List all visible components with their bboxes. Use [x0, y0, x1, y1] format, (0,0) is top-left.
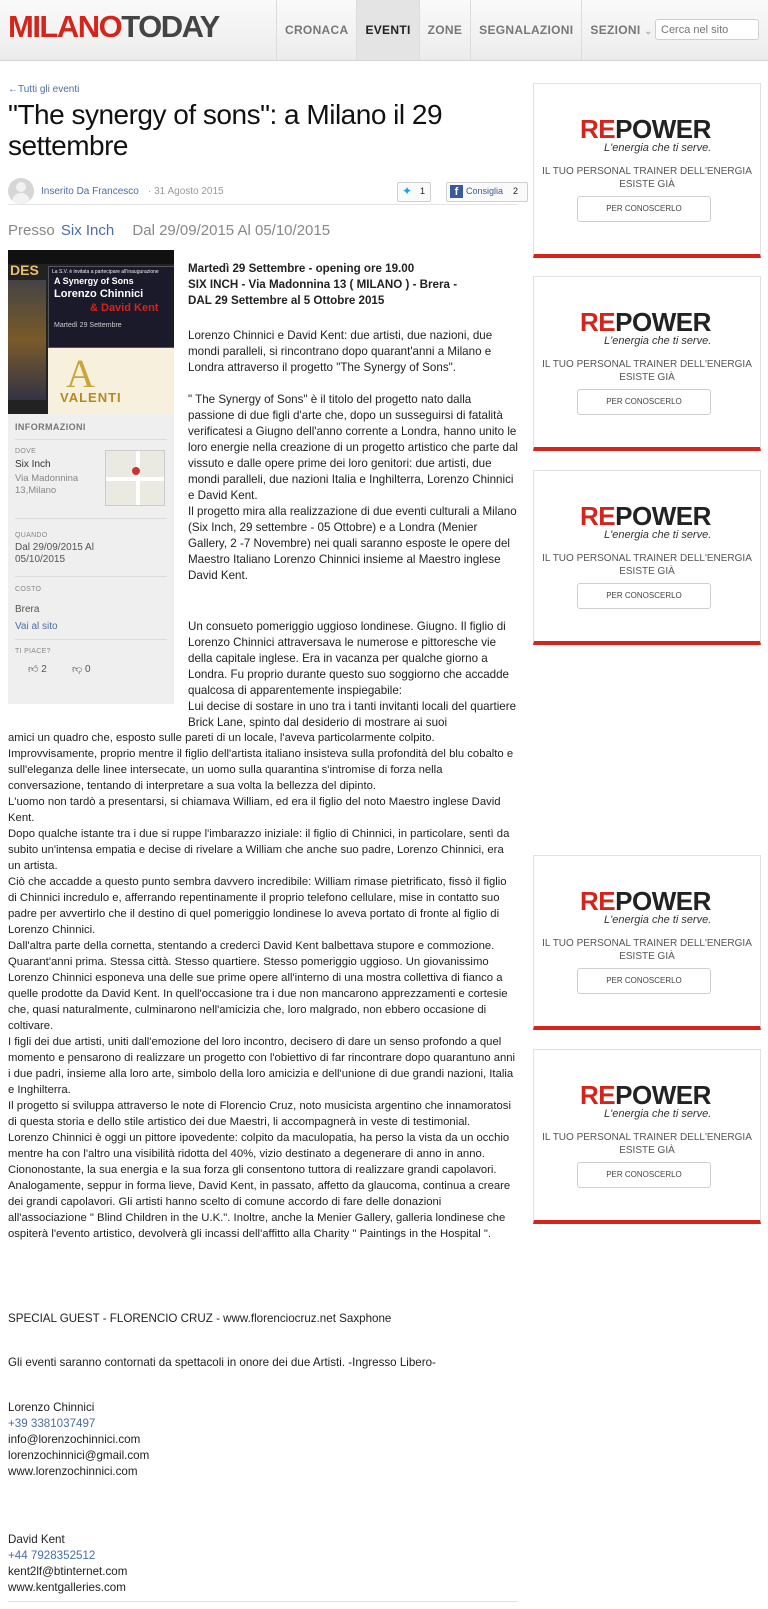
ad-cta-button[interactable]: PER CONOSCERLO: [577, 968, 711, 994]
event-dates: Dal 29/09/2015 Al 05/10/2015: [15, 542, 94, 565]
article-paragraph: amici un quadro che, esposto sulle pareti di un locale, l'aveva particolarmente colpito. Improvvisamente, proprio mentre il figlio dell'artista italiano insisteva sulla profondità del blu cobalto e sull'eleganza delle linee intersecate, un uomo sulla quarantina s'intromise di forza nella conversazione, tentando di interpretare a sua volta la bellezza del dipinto. L'uomo non tardò a presentarsi, si chiamava William, ed era il figlio del noto Maestro inglese David Kent. Dopo qualche istante tra i due si ruppe l'imbarazzo iniziale: il figlio di Chinnici, in particolare, sentì da subito un'intensa empatia e decise di rivelare a William che anche suo padre, Lorenzo Chinnici, era un artista. Ciò che accadde a questo punto sembra davvero incredibile: William rimase pietrificato, fissò il figlio di Chinnici incredulo e, afferrando repentinamente il proprio telefono cellulare, mise in contatto suo padre per avvertirlo che il destino di quel pomeriggio londinese lo aveva portato di fronte al figlio di Lorenzo Chinnici. Dall'altra parte della cornetta, stentando a crederci David Kent balbettava stupore e commozione. Quarant'anni prima. Stessa città. Stesso quartiere. Stesso pomeriggio uggioso. Un giovanissimo Lorenzo Chinnici esponeva una delle sue prime opere all'interno di una mostra collettiva di fianco a quelle prodotte da David Kent. In quell'occasione tra i due non mancarono apprezzamenti e cortesie che, quasi naturalmente, culminarono nell'amicizia che, loro malgrado, non ebbero occasione di coltivare. I figli dei due artisti, uniti dall'emozione del loro incontro, decisero di dare un senso profondo a quel momento e pensarono di realizzare un progetto con l'obiettivo di far rincontrare dopo quarantuno anni i due padri, insieme alla loro arte, simbolo della loro amicizia e dell'unione di due grandi nazioni, Italia e Inghilterra. Il progetto si sviluppa attraverso le note di Florencio Cruz, noto musicista argentino che innamoratosi di questa storia e dello stile artistico dei due Maestri, li accompagnerà in veste di testimonial. Lorenzo Chinnici è oggi un pittore ipovedente: colpito da maculopatia, ha perso la vista da un occhio mentre ha con l'altro una visibilità ridotta del 40%, vizio destinato a degenerare di anno in anno. Ciononostante, la sua energia e la sua forza gli consentono tuttora di realizzare grandi capolavori. Analogamente, seppur in forma lieve, David Kent, in passato, affetto da glaucoma, continua a creare dei grandi capolavori. Gli artisti hanno scelto di comune accordo di fare delle donazioni all'associazione " Blind Children in the U.K.". Inoltre, anche la Menier Gallery, galleria londinese che ospiterà l'evento artistico, devolverà gli incassi dell'affitto alla Charity " Paintings in the Hospital ".: [8, 732, 516, 1240]
ad-tagline: L'energia che ti serve.: [604, 914, 712, 926]
ad-cta-button[interactable]: PER CONOSCERLO: [577, 389, 711, 415]
poster-invite-text: La S.V. è invitata a partecipare all'inaugurazione: [52, 269, 159, 275]
ad-brand-re: RE: [580, 501, 616, 531]
nav-item-eventi[interactable]: EVENTI: [356, 0, 418, 60]
ad-cta-button[interactable]: PER CONOSCERLO: [577, 1162, 711, 1188]
ad-brand-re: RE: [580, 114, 616, 144]
author-link[interactable]: Inserito Da Francesco: [41, 186, 139, 197]
nav-item-sezioni[interactable]: [581, 0, 660, 60]
ad-brand-re: RE: [580, 1080, 616, 1110]
ad-tagline: L'energia che ti serve.: [604, 335, 712, 347]
chevron-down-icon: ⌄: [644, 26, 653, 36]
search-input[interactable]: [655, 19, 759, 40]
map-thumbnail[interactable]: [105, 450, 165, 506]
article-paragraph: " The Synergy of Sons" è il titolo del progetto nato dalla passione di due figli d'arte che, dopo un susseguirsi di fatalità verificatesi a Giugno dell'anno corrente a Londra, hanno unito le loro energie nella creazione di un progetto artistico che parte dal vissuto e dalle opere prime dei loro genitori: due artisti, due mondi paralleli, due nazioni Italia e Inghilterra, Lorenzo Chinnici e David Kent. Il progetto mira alla realizzazione di due eventi culturali a Milano (Six Inch, 29 settembre - 05 Ottobre) e a Londra (Menier Gallery, 2 -7 Novembre) nei quali saranno esposte le opere del Maestro Italiano Lorenzo Chinnici insieme al Maestro inglese David Kent.: [188, 393, 518, 582]
map-pin-icon: [132, 467, 140, 475]
event-venue-line: [8, 222, 330, 239]
poster-date-text: Martedì 29 Settembre: [54, 322, 122, 329]
info-divider: [15, 576, 167, 577]
event-summary: Martedì 29 Settembre - opening ore 19.00 SIX INCH - Via Madonnina 13 ( MILANO ) - Brera - DAL 29 Settembre al 5 Ottobre 2015: [188, 262, 458, 307]
ad-brand-logo: [580, 886, 711, 917]
ad-banner[interactable]: [533, 855, 761, 1030]
poster-kent-text: & David Kent: [90, 302, 159, 314]
poster-a-logo: A: [66, 351, 95, 396]
ad-tagline: L'energia che ti serve.: [604, 529, 712, 541]
facebook-recommend-button[interactable]: [446, 182, 528, 202]
contact-website: www.kentgalleries.com: [8, 1581, 126, 1594]
ad-tagline: L'energia che ti serve.: [604, 1108, 712, 1120]
info-divider: [15, 518, 167, 519]
contact-email: info@lorenzochinnici.com: [8, 1433, 141, 1446]
like-button[interactable]: [28, 664, 47, 676]
ad-brand-power: POWER: [615, 501, 711, 531]
ad-headline: ESISTE GIÀ: [619, 1145, 675, 1156]
ad-cta-button[interactable]: PER CONOSCERLO: [577, 196, 711, 222]
venue-name: Six Inch: [15, 459, 51, 470]
poster-synergy-text: A Synergy of Sons: [54, 276, 134, 286]
ad-banner[interactable]: [533, 470, 761, 645]
website-link[interactable]: Vai al sito: [15, 621, 58, 632]
avatar: [8, 178, 34, 204]
venue-address: Via Madonnina 13,Milano: [15, 473, 79, 496]
closing-line: Gli eventi saranno contornati da spettacoli in onore dei due Artisti. -Ingresso Libero-: [8, 1356, 436, 1369]
ad-headline: ESISTE GIÀ: [619, 179, 675, 190]
nav-item-segnalazioni[interactable]: SEGNALAZIONI: [470, 0, 581, 60]
ti-piace-label: TI PIACE?: [15, 648, 51, 655]
contact-name: Lorenzo Chinnici: [8, 1401, 95, 1414]
dislike-button[interactable]: [72, 664, 91, 676]
ad-headline: IL TUO PERSONAL TRAINER DELL'ENERGIA: [542, 1132, 752, 1143]
contact-phone-link[interactable]: +44 7928352512: [8, 1549, 96, 1562]
ad-brand-power: POWER: [615, 307, 711, 337]
nav-item-sezioni-label: SEZIONI: [590, 23, 641, 37]
costo-label: COSTO: [15, 586, 42, 593]
ad-brand-power: POWER: [615, 886, 711, 916]
ad-brand-logo: [580, 1080, 711, 1111]
nav-item-cronaca[interactable]: CRONACA: [276, 0, 356, 60]
ad-brand-logo: [580, 307, 711, 338]
costo-value: Brera: [15, 604, 40, 615]
info-box: [8, 414, 174, 704]
ad-headline: ESISTE GIÀ: [619, 951, 675, 962]
map-road: [106, 477, 164, 481]
contact-email: kent2lf@btinternet.com: [8, 1565, 128, 1578]
ad-brand-power: POWER: [615, 114, 711, 144]
ad-headline: ESISTE GIÀ: [619, 372, 675, 383]
info-divider: [15, 639, 167, 640]
ad-banner[interactable]: [533, 1049, 761, 1224]
dislike-count: 0: [84, 664, 91, 675]
site-header: [0, 0, 768, 61]
like-count: 2: [41, 664, 47, 675]
logo-part-milano: MILANO: [8, 9, 122, 44]
avatar-head: [16, 182, 26, 192]
avatar-torso: [12, 193, 30, 204]
thumbs-up-icon: 👍︎: [28, 664, 39, 675]
quando-label: QUANDO: [15, 532, 48, 539]
ad-banner[interactable]: [533, 83, 761, 258]
ad-banner[interactable]: [533, 276, 761, 451]
contact-name: David Kent: [8, 1533, 65, 1546]
ad-headline: IL TUO PERSONAL TRAINER DELL'ENERGIA: [542, 938, 752, 949]
presso-prefix: Presso: [8, 222, 55, 239]
ad-cta-button[interactable]: PER CONOSCERLO: [577, 583, 711, 609]
ad-brand-re: RE: [580, 886, 616, 916]
poster-chinnici-text: Lorenzo Chinnici: [54, 288, 144, 300]
ad-brand-logo: [580, 501, 711, 532]
event-date-range: Dal 29/09/2015 Al 05/10/2015: [132, 222, 331, 239]
footer-divider: [8, 1601, 518, 1602]
event-poster-image[interactable]: [8, 250, 174, 414]
special-guest-line: SPECIAL GUEST - FLORENCIO CRUZ - www.florenciocruz.net Saxphone: [8, 1312, 392, 1325]
ad-brand-power: POWER: [615, 1080, 711, 1110]
ad-headline: ESISTE GIÀ: [619, 566, 675, 577]
article-paragraph: Un consueto pomeriggio uggioso londinese. Giugno. Il figlio di Lorenzo Chinnici attraversava le numerose e pittoresche vie della capitale inglese. Era in vacanza per qualche giorno a Londra. Fu proprio durante questo suo soggiorno che accadde qualcosa di apparentemente inspiegabile: Lui decise di sostare in uno tra i tanti invitanti locali del quartiere Brick Lane, spinto dal desiderio di mostrare ai suoi: [188, 620, 517, 729]
poster-left-strip: [8, 280, 46, 400]
nav-item-zone[interactable]: ZONE: [419, 0, 471, 60]
contact-phone-link[interactable]: +39 3381037497: [8, 1417, 96, 1430]
facebook-recommend-label: Consiglia: [466, 186, 504, 196]
logo-part-today: TODAY: [121, 9, 219, 44]
venue-link[interactable]: Six Inch: [60, 222, 115, 239]
site-logo[interactable]: [8, 10, 219, 44]
ad-tagline: L'energia che ti serve.: [604, 142, 712, 154]
ad-brand-logo: [580, 114, 711, 145]
ad-headline: IL TUO PERSONAL TRAINER DELL'ENERGIA: [542, 553, 752, 564]
ad-headline: IL TUO PERSONAL TRAINER DELL'ENERGIA: [542, 166, 752, 177]
facebook-icon: f: [450, 185, 463, 198]
ad-headline: IL TUO PERSONAL TRAINER DELL'ENERGIA: [542, 359, 752, 370]
article-paragraph: Lorenzo Chinnici e David Kent: due artisti, due nazioni, due mondi paralleli, si rincontrano dopo quarant'anni a Milano e Londra attraverso il progetto "The Synergy of Sons".: [188, 329, 493, 374]
page-title: "The synergy of sons": a Milano il 29 settembre: [8, 99, 443, 161]
tweet-button[interactable]: [397, 182, 431, 202]
article-meta: [8, 178, 518, 205]
poster-valenti-text: VALENTI: [60, 390, 122, 405]
thumbs-down-icon: 👎︎: [72, 664, 83, 675]
map-road: [136, 451, 140, 505]
contact-website: www.lorenzochinnici.com: [8, 1465, 138, 1478]
info-divider: [15, 439, 167, 440]
tweet-count: 1: [420, 186, 426, 196]
dove-label: DOVE: [15, 448, 37, 455]
contact-email: lorenzochinnici@gmail.com: [8, 1449, 150, 1462]
main-nav: [276, 0, 660, 60]
ad-brand-re: RE: [580, 307, 616, 337]
facebook-count: 2: [513, 186, 519, 196]
twitter-icon: ✦: [402, 184, 413, 198]
poster-des-text: DES: [10, 262, 39, 278]
back-to-events-link[interactable]: ←Tutti gli eventi: [8, 84, 80, 95]
publish-date: · 31 Agosto 2015: [148, 186, 224, 197]
info-heading: INFORMAZIONI: [15, 422, 86, 432]
